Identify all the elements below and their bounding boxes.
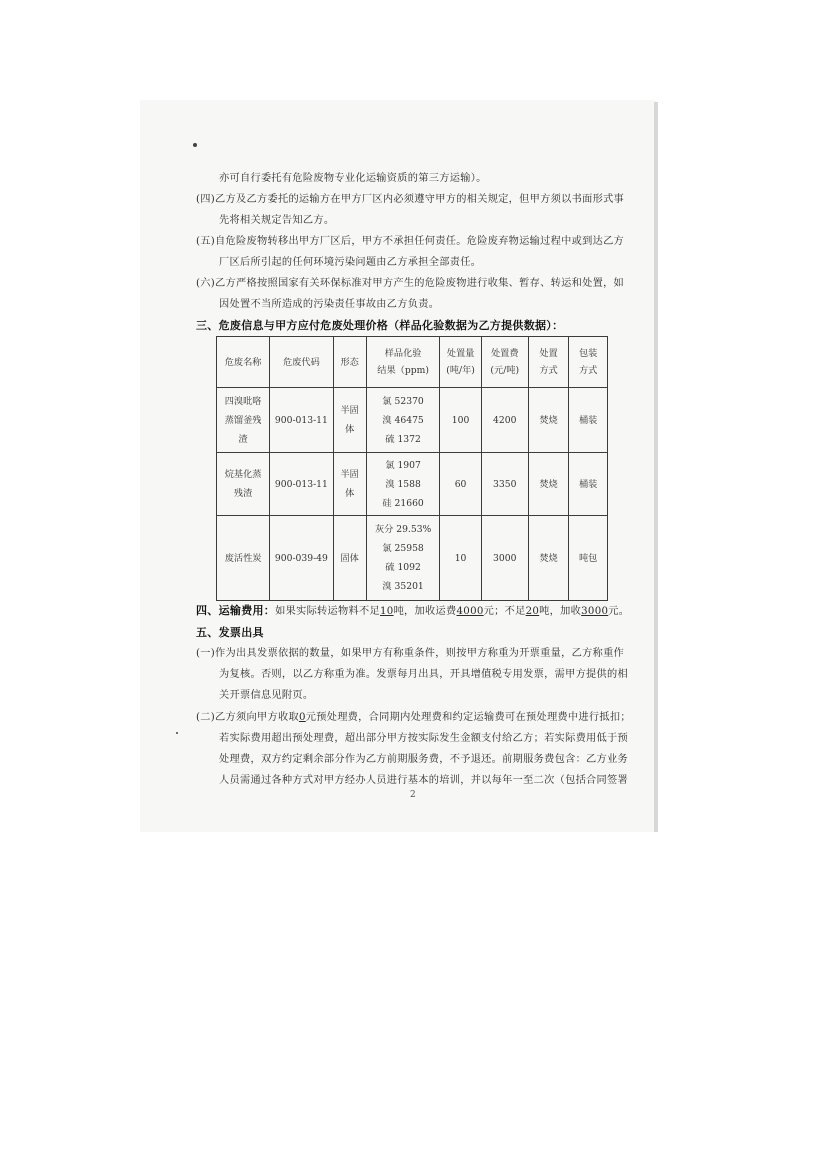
section-heading: 五、发票出具 (196, 626, 264, 639)
waste-form-cell: 半固 体 (333, 388, 366, 453)
method-cell: 焚烧 (528, 453, 568, 516)
scan-speck (193, 143, 197, 147)
waste-name-cell: 烷基化蒸 残渣 (217, 453, 270, 516)
header-cell: 危废名称 (217, 337, 270, 388)
paragraph-line: 若实际费用超出预处理费，超出部分甲方按实际发生金额支付给乙方；若实际费用低于预 (219, 733, 629, 744)
fee-cell: 4200 (481, 388, 528, 453)
quantity-cell: 100 (440, 388, 481, 453)
scan-speck (176, 732, 178, 734)
packaging-cell: 吨包 (569, 516, 608, 601)
hazardous-waste-table (216, 336, 608, 601)
waste-code-cell: 900-013-11 (270, 388, 333, 453)
transport-fee-line: 四、运输费用：如果实际转运物料不足10吨，加收运费4000元；不足20吨，加收3000元。 (196, 604, 630, 617)
quantity-cell: 10 (440, 516, 481, 601)
header-cell: 处置费 (元/吨) (481, 337, 528, 388)
surcharge-1: 4000 (456, 606, 484, 617)
min-tonnage-1: 10 (379, 606, 394, 617)
method-cell: 焚烧 (528, 388, 568, 453)
paragraph-line: 处理费，双方约定剩余部分作为乙方前期服务费，不予退还。前期服务费包含：乙方业务 (219, 754, 629, 765)
sample-result-cell: 氯 52370 溴 46475 硫 1372 (366, 388, 440, 453)
paragraph-line: (五)自危险废物转移出甲方厂区后，甲方不承担任何责任。危险废弃物运输过程中或到达乙方 (196, 236, 625, 247)
paragraph-line: (一)作为出具发票依据的数量，如果甲方有称重条件，则按甲方称重为开票重量，乙方称重作 (196, 648, 625, 659)
paragraph-line: 亦可自行委托有危险废物专业化运输资质的第三方运输）。 (219, 173, 487, 184)
header-cell: 处置量 (吨/年) (440, 337, 481, 388)
waste-name-cell: 四溴吡咯 蒸馏釜残 渣 (217, 388, 270, 453)
quantity-cell: 60 (440, 453, 481, 516)
waste-name-cell: 废活性炭 (217, 516, 270, 601)
paragraph-line: 人员需通过各种方式对甲方经办人员进行基本的培训，并以每年一至二次（包括合同签署 (219, 775, 629, 786)
paragraph-line: 先将相关规定告知乙方。 (219, 215, 335, 226)
fee-cell: 3000 (481, 516, 528, 601)
paragraph-line: (四)乙方及乙方委托的运输方在甲方厂区内必须遵守甲方的相关规定，但甲方须以书面形式事 (196, 194, 625, 205)
fee-cell: 3350 (481, 453, 528, 516)
table-row (217, 388, 608, 453)
paragraph-line: 因处置不当所造成的污染责任事故由乙方负责。 (219, 299, 440, 310)
min-tonnage-2: 20 (525, 606, 540, 617)
table-row (217, 453, 608, 516)
header-cell: 包装 方式 (569, 337, 608, 388)
method-cell: 焚烧 (528, 516, 568, 601)
page-number: 2 (410, 790, 416, 800)
packaging-cell: 桶装 (569, 453, 608, 516)
sample-result-cell: 灰分 29.53% 氯 25958 硫 1092 溴 35201 (366, 516, 440, 601)
paragraph-line: 厂区后所引起的任何环境污染问题由乙方承担全部责任。 (219, 257, 482, 268)
sample-result-cell: 氯 1907 溴 1588 硅 21660 (366, 453, 440, 516)
waste-code-cell: 900-013-11 (270, 453, 333, 516)
paragraph-line: 关开票信息见附页。 (219, 690, 314, 701)
paragraph-line: (二)乙方须向甲方收取0元预处理费，合同期内处理费和约定运输费可在预处理费中进行抵扣； (196, 712, 631, 723)
paragraph-line: 为复核。否则，以乙方称重为准。发票每月出具，开具增值税专用发票，需甲方提供的相 (219, 669, 629, 680)
header-cell: 危废代码 (270, 337, 333, 388)
surcharge-2: 3000 (581, 606, 609, 617)
waste-code-cell: 900-039-49 (270, 516, 333, 601)
table-header-row (217, 337, 608, 388)
table-row (217, 516, 608, 601)
waste-form-cell: 固体 (333, 516, 366, 601)
header-cell: 形态 (333, 337, 366, 388)
packaging-cell: 桶装 (569, 388, 608, 453)
section-heading: 四、运输费用： (196, 604, 276, 617)
prepayment-amount: 0 (298, 712, 306, 723)
waste-form-cell: 半固 体 (333, 453, 366, 516)
scan-edge-shadow (654, 102, 658, 832)
header-cell: 处置 方式 (528, 337, 568, 388)
section-heading: 三、危废信息与甲方应付危废处理价格（样品化验数据为乙方提供数据）： (196, 319, 564, 332)
header-cell: 样品化验 结果（ppm) (366, 337, 440, 388)
paragraph-line: (六)乙方严格按照国家有关环保标准对甲方产生的危险废物进行收集、暂存、转运和处置，如 (196, 278, 625, 289)
